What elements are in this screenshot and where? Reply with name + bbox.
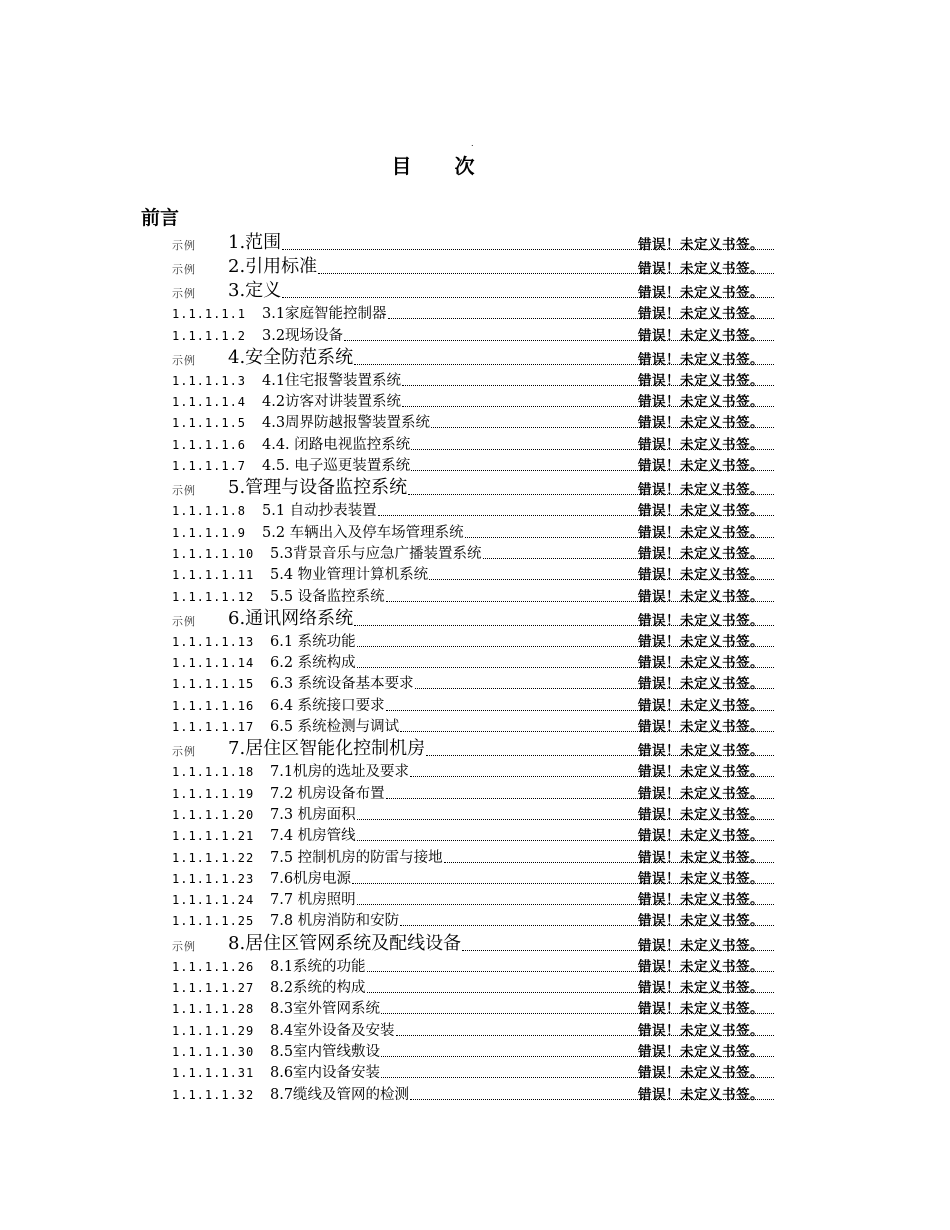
toc-entry-number: 1.1.1.1.12 [172,589,255,604]
toc-entry[interactable] [0,278,950,302]
toc-entry-number: 1.1.1.1.6 [172,437,247,452]
toc-entry-title: 7.3 机房面积 [270,806,356,823]
toc-entry[interactable] [0,1061,950,1082]
toc-entry-number: 1.1.1.1.22 [172,850,255,865]
toc-entry-number: 示例 [172,353,196,367]
toc-entry-title: 8.2系统的构成 [270,980,366,997]
toc-entry-page-ref: 错误！未定义书签。 [638,676,764,693]
toc-entry-page-ref: 错误！未定义书签。 [638,980,764,997]
toc-entry[interactable] [0,230,950,254]
toc-entry-title: 8.7缆线及管网的检测 [270,1086,410,1103]
toc-entry[interactable] [0,323,950,344]
toc-entry-page-ref: 错误！未定义书签。 [638,1086,764,1103]
toc-entry-title: 5.管理与设备监控系统 [228,477,408,499]
toc-entry-number: 1.1.1.1.1 [172,307,247,322]
toc-entry-title: 4.5. 电子巡更装置系统 [262,458,411,475]
toc-entry-title: 7.6机房电源 [270,870,352,887]
toc-entry-number: 1.1.1.1.4 [172,395,247,410]
toc-entry[interactable] [0,824,950,845]
toc-entry-page-ref: 错误！未定义书签。 [638,633,764,650]
toc-entry-title: 6.2 系统构成 [270,655,356,672]
toc-entry[interactable] [0,630,950,651]
toc-entry-title: 6.通讯网络系统 [228,607,354,629]
toc-entry-page-ref: 错误！未定义书签。 [638,567,764,584]
toc-entry[interactable] [0,1040,950,1061]
toc-entry-number: 1.1.1.1.24 [172,893,255,908]
toc-entry-page-ref: 错误！未定义书签。 [638,503,764,520]
toc-entry[interactable] [0,584,950,605]
toc-entry[interactable] [0,454,950,475]
toc-entry-title: 7.1机房的选址及要求 [270,764,410,781]
toc-entry-number: 1.1.1.1.31 [172,1066,255,1081]
toc-entry-title: 7.居住区智能化控制机房 [228,738,426,760]
toc-entry-title: 8.3室外管网系统 [270,1001,381,1018]
toc-entry-page-ref: 错误！未定义书签。 [638,285,764,301]
toc-entry[interactable] [0,302,950,323]
toc-entry[interactable] [0,955,950,976]
toc-entry-number: 1.1.1.1.29 [172,1023,255,1038]
toc-entry-page-ref: 错误！未定义书签。 [638,719,764,736]
toc-entry[interactable] [0,369,950,390]
toc-entry-title: 6.4 系统接口要求 [270,697,385,714]
toc-entry-page-ref: 错误！未定义书签。 [638,261,764,277]
page-mark: . [471,139,474,148]
toc-entry-title: 7.4 机房管线 [270,828,356,845]
toc-entry[interactable] [0,997,950,1018]
toc-entry-page-ref: 错误！未定义书签。 [638,415,764,432]
toc-entry-page-ref: 错误！未定义书签。 [638,870,764,887]
toc-entry-page-ref: 错误！未定义书签。 [638,327,764,344]
toc-entry-page-ref: 错误！未定义书签。 [638,828,764,845]
toc-entry-number: 1.1.1.1.11 [172,568,255,583]
toc-entry-title: 6.3 系统设备基本要求 [270,676,414,693]
toc-entry-page-ref: 错误！未定义书签。 [638,436,764,453]
toc-entry-number: 示例 [172,939,196,953]
preface-heading: 前言 [141,207,180,229]
toc-entry-page-ref: 错误！未定义书签。 [638,806,764,823]
toc-entry-number: 1.1.1.1.5 [172,416,247,431]
toc-entry[interactable] [0,694,950,715]
toc-entry-title: 8.居住区管网系统及配线设备 [228,932,462,954]
toc-entry-page-ref: 错误！未定义书签。 [638,545,764,562]
toc-entry-page-ref: 错误！未定义书签。 [638,1001,764,1018]
toc-entry[interactable] [0,909,950,930]
toc-entry-title: 7.2 机房设备布置 [270,785,385,802]
toc-entry-number: 1.1.1.1.28 [172,1002,255,1017]
toc-entry-title: 8.5室内管线敷设 [270,1043,381,1060]
toc-entry-number: 1.1.1.1.27 [172,981,255,996]
toc-entry-page-ref: 错误！未定义书签。 [638,524,764,541]
toc-entry-number: 1.1.1.1.18 [172,765,255,780]
toc-entry-number: 1.1.1.1.15 [172,677,255,692]
toc-entry[interactable] [0,867,950,888]
toc-entry-page-ref: 错误！未定义书签。 [638,937,764,954]
toc-entry-page-ref: 错误！未定义书签。 [638,482,764,499]
toc-entry[interactable] [0,542,950,563]
toc-entry[interactable] [0,563,950,584]
toc-entry-number: 1.1.1.1.32 [172,1087,255,1102]
toc-entry-page-ref: 错误！未定义书签。 [638,892,764,909]
toc-entry-title: 5.1 自动抄表装置 [262,503,377,520]
toc-entry[interactable] [0,888,950,909]
toc-entry[interactable] [0,781,950,802]
toc-entry-page-ref: 错误！未定义书签。 [638,351,764,368]
toc-entry-title: 4.2访客对讲装置系统 [262,394,402,411]
toc-entry[interactable] [0,411,950,432]
toc-entry-number: 1.1.1.1.17 [172,720,255,735]
toc-entry-number: 1.1.1.1.9 [172,525,247,540]
toc-entry-title: 4.安全防范系统 [228,346,354,368]
toc-entry[interactable] [0,976,950,997]
toc-entry[interactable] [0,254,950,278]
toc-entry-number: 1.1.1.1.20 [172,807,255,822]
toc-entry-page-ref: 错误！未定义书签。 [638,237,764,253]
toc-entry[interactable] [0,672,950,693]
toc-entry-title: 8.6室内设备安装 [270,1065,381,1082]
toc-entry[interactable] [0,803,950,824]
toc-entry-number: 示例 [172,239,196,252]
toc-entry[interactable] [0,520,950,541]
toc-entry-page-ref: 错误！未定义书签。 [638,958,764,975]
toc-entry[interactable] [0,345,950,369]
toc-entry[interactable] [0,760,950,781]
toc-entry-title: 1.范围 [228,232,282,253]
toc-entry[interactable] [0,651,950,672]
toc-entry-page-ref: 错误！未定义书签。 [638,588,764,605]
toc-entry-page-ref: 错误！未定义书签。 [638,372,764,389]
toc-entry-number: 1.1.1.1.13 [172,634,255,649]
toc-title: 目 次 [391,154,493,178]
toc-entry-page-ref: 错误！未定义书签。 [638,1043,764,1060]
toc-entry-page-ref: 错误！未定义书签。 [638,743,764,760]
toc-entry-number: 1.1.1.1.30 [172,1044,255,1059]
toc-entry-page-ref: 错误！未定义书签。 [638,849,764,866]
toc-entry-title: 5.5 设备监控系统 [270,588,385,605]
toc-entry-title: 4.1住宅报警装置系统 [262,372,402,389]
toc-entry[interactable] [0,736,950,760]
toc-entry-number: 1.1.1.1.23 [172,871,255,886]
toc-entry-title: 6.1 系统功能 [270,633,356,650]
toc-entry[interactable] [0,715,950,736]
toc-entry-number: 1.1.1.1.16 [172,698,255,713]
toc-entry-number: 1.1.1.1.25 [172,914,255,929]
toc-entry[interactable] [0,606,950,630]
toc-entry-page-ref: 错误！未定义书签。 [638,913,764,930]
toc-entry-title: 7.7 机房照明 [270,892,356,909]
toc-entry-title: 5.2 车辆出入及停车场管理系统 [262,524,464,541]
toc-entry-page-ref: 错误！未定义书签。 [638,306,764,323]
toc-entry-number: 示例 [172,263,196,276]
toc-entry[interactable] [0,433,950,454]
toc-entry-page-ref: 错误！未定义书签。 [638,1065,764,1082]
toc-entry[interactable] [0,845,950,866]
toc-entry-number: 1.1.1.1.8 [172,504,247,519]
toc-entry-page-ref: 错误！未定义书签。 [638,785,764,802]
toc-entry-title: 5.4 物业管理计算机系统 [270,567,429,584]
toc-entry-page-ref: 错误！未定义书签。 [638,612,764,629]
toc-entry-number: 1.1.1.1.26 [172,959,255,974]
toc-entry-title: 5.3背景音乐与应急广播装置系统 [270,545,482,562]
toc-entry-title: 2.引用标准 [228,256,318,277]
toc-entry-number: 1.1.1.1.19 [172,786,255,801]
toc-entry-number: 示例 [172,484,196,498]
toc-entry[interactable] [0,475,950,499]
toc-entry-title: 3.1家庭智能控制器 [262,306,387,323]
toc-entry-title: 4.3周界防越报警装置系统 [262,415,431,432]
toc-entry-page-ref: 错误！未定义书签。 [638,458,764,475]
toc-entry-title: 6.5 系统检测与调试 [270,719,400,736]
toc-entry-number: 1.1.1.1.7 [172,459,247,474]
toc-entry-number: 1.1.1.1.10 [172,546,255,561]
toc-entry-number: 示例 [172,287,196,300]
toc-entry-page-ref: 错误！未定义书签。 [638,394,764,411]
toc-entry-title: 7.5 控制机房的防雷与接地 [270,849,443,866]
toc-entry-title: 8.4室外设备及安装 [270,1022,395,1039]
toc-entry-number: 示例 [172,745,196,759]
toc-entry-title: 4.4. 闭路电视监控系统 [262,436,411,453]
toc-entry-number: 1.1.1.1.3 [172,373,247,388]
toc-entry-number: 1.1.1.1.2 [172,328,247,343]
toc-entry-page-ref: 错误！未定义书签。 [638,697,764,714]
toc-entry-page-ref: 错误！未定义书签。 [638,764,764,781]
toc-entry-title: 7.8 机房消防和安防 [270,913,400,930]
toc-entry[interactable] [0,499,950,520]
toc-entry-number: 1.1.1.1.14 [172,656,255,671]
toc-entry-title: 8.1系统的功能 [270,958,366,975]
toc-entry-number: 1.1.1.1.21 [172,829,255,844]
toc-entry[interactable] [0,390,950,411]
toc-entry-page-ref: 错误！未定义书签。 [638,655,764,672]
toc-entry[interactable] [0,1082,950,1103]
toc-entry-number: 示例 [172,614,196,628]
toc-entry[interactable] [0,931,950,955]
toc-entry-page-ref: 错误！未定义书签。 [638,1022,764,1039]
toc-entry-title: 3.定义 [228,280,282,301]
toc-entry-title: 3.2现场设备 [262,327,344,344]
toc-entry[interactable] [0,1018,950,1039]
